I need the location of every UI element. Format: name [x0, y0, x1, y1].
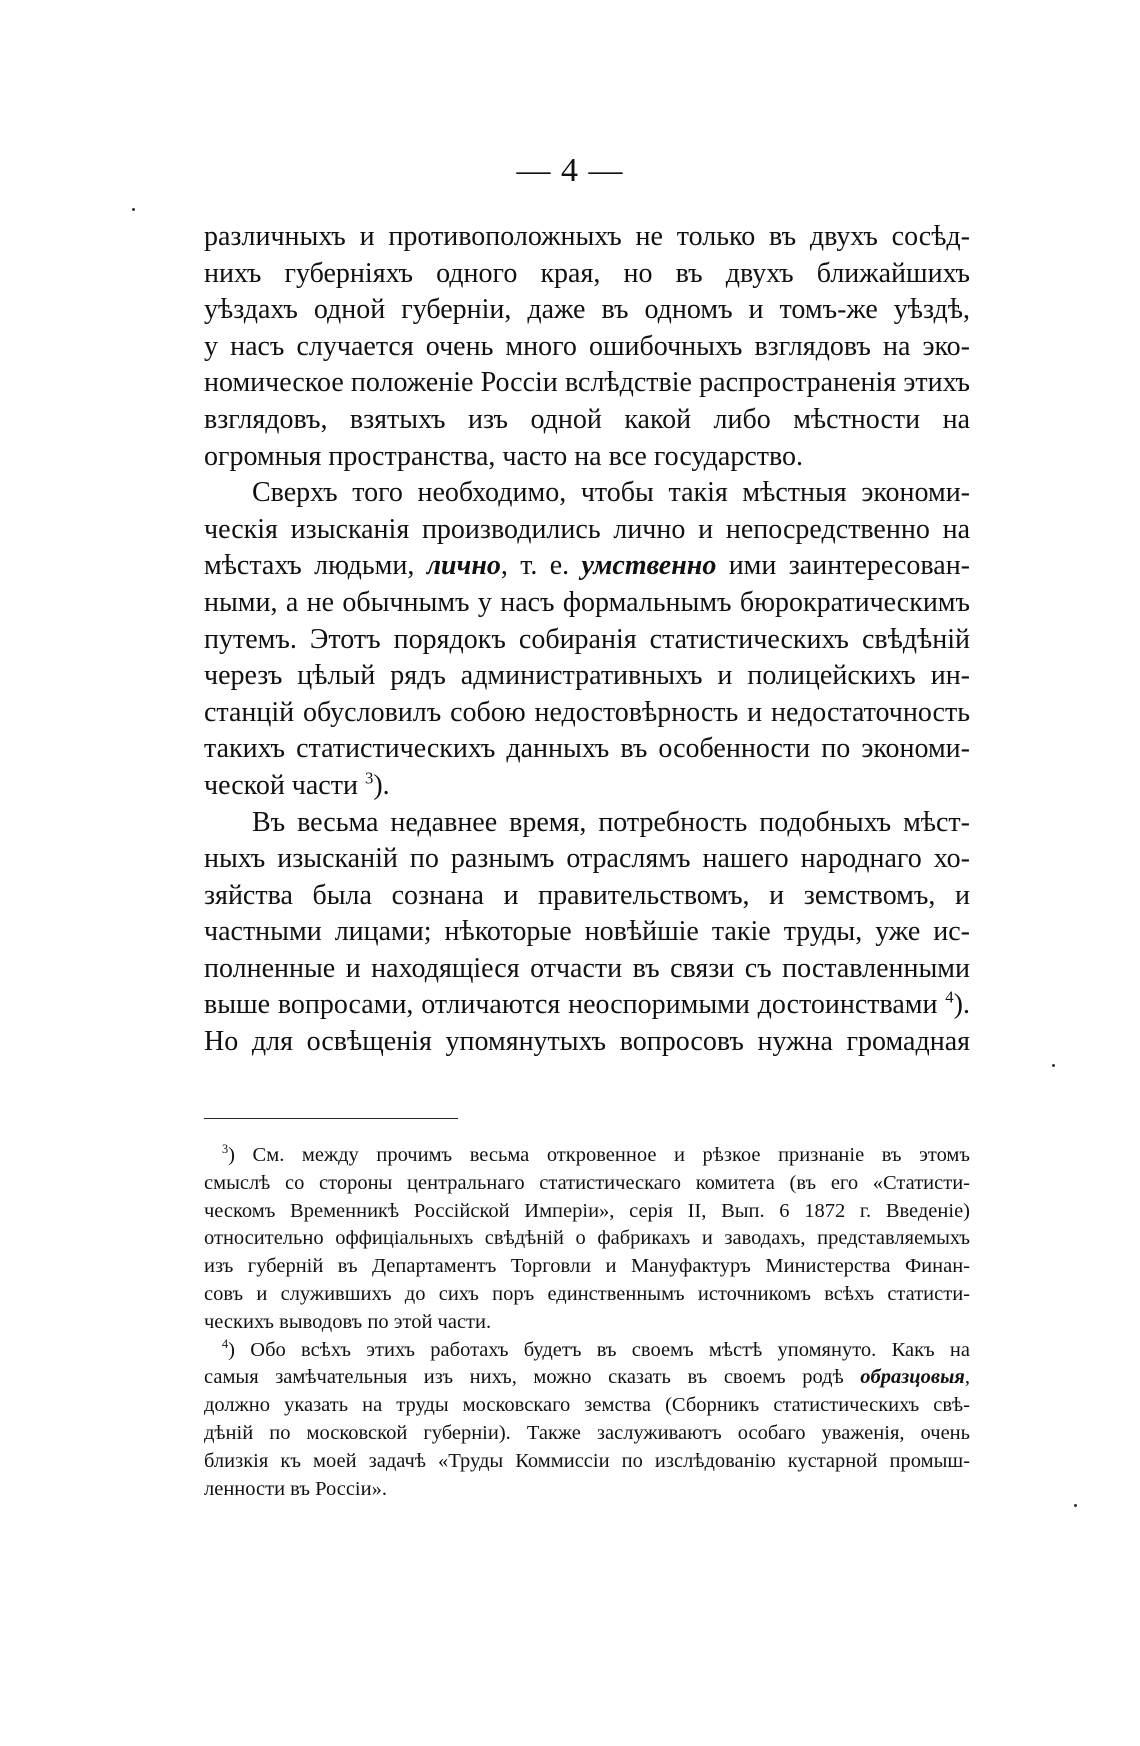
footnote-line: совъ и служившихъ до сихъ поръ единственнымъ источникомъ всѣхъ статисти-: [204, 1282, 970, 1305]
text-line: полненные и находящіеся отчасти въ связи съ поставленными: [204, 952, 970, 984]
italic-emphasis: умственно: [581, 550, 717, 582]
text-fragment: ) См. между прочимъ весьма откровенное и рѣзкое признаніе въ этомъ: [228, 1144, 970, 1166]
footnote-line: [204, 1337, 970, 1365]
scan-speck: [1052, 1064, 1055, 1067]
footnote-line: относительно оффиціальныхъ свѣдѣній о фабрикахъ и заводахъ, представляемыхъ: [204, 1227, 970, 1250]
text-fragment: мѣстахъ людьми,: [204, 550, 427, 582]
italic-emphasis: образцовыя: [860, 1366, 965, 1389]
text-fragment: самыя замѣчательныя изъ нихъ, можно сказать въ своемъ родѣ: [204, 1366, 861, 1389]
text-line: различныхъ и противоположныхъ не только въ двухъ сосѣд-: [204, 221, 970, 252]
footnote-4: [204, 1337, 970, 1504]
text-fragment: ).: [373, 769, 390, 801]
italic-emphasis: лично: [426, 550, 501, 582]
text-line: Въ весьма недавнее время, потребность подобныхъ мѣст-: [252, 806, 970, 838]
text-line: зяйства была сознана и правительствомъ, и земствомъ, и: [204, 879, 970, 911]
paragraph-3: [204, 805, 970, 1061]
text-line: ными, а не обычнымъ у насъ формальнымъ бюрократическимъ: [204, 586, 970, 618]
text-fragment: выше вопросами, отличаются неоспоримыми достоинствами: [204, 989, 946, 1021]
paragraph-1: [204, 219, 970, 475]
text-line: уѣздахъ одной губерніи, даже въ одномъ и томъ-же уѣздѣ,: [204, 294, 970, 326]
text-line: нихъ губерніяхъ одного края, но въ двухъ ближайшихъ: [204, 257, 970, 289]
scan-speck: [132, 208, 135, 211]
text-line: [204, 768, 970, 805]
text-fragment: ,: [964, 1366, 970, 1389]
text-line: [204, 987, 970, 1024]
page-number: — 4 —: [516, 152, 624, 189]
paragraph-2: [204, 475, 970, 804]
text-line-with-italics: [204, 548, 970, 585]
footnote-line: ленности въ Россіи».: [204, 1477, 387, 1500]
footnote-line: ческихъ выводовъ по этой части.: [204, 1310, 492, 1333]
footnote-marker: 3: [222, 1142, 229, 1157]
text-line: путемъ. Этотъ порядокъ собиранія статистическихъ свѣдѣній: [204, 623, 970, 655]
text-line: черезъ цѣлый рядъ административныхъ и полицейскихъ ин-: [204, 660, 970, 692]
text-line: огромныя пространства, часто на все государство.: [204, 440, 804, 472]
footnote-line: [204, 1364, 970, 1392]
text-line: ныхъ изысканій по разнымъ отраслямъ нашего народнаго хо-: [204, 843, 970, 875]
footnote-divider: [204, 1118, 458, 1119]
footnote-reference[interactable]: 3: [364, 768, 374, 788]
text-fragment: ими заинтересован-: [716, 550, 970, 582]
footnote-line: [204, 1142, 970, 1170]
scan-speck: [1074, 1504, 1077, 1507]
footnote-line: смыслѣ со стороны центральнаго статистическаго комитета (въ его «Статисти-: [204, 1171, 970, 1194]
main-text: [204, 219, 970, 1061]
text-line: Сверхъ того необходимо, чтобы такія мѣстныя экономи-: [252, 477, 970, 509]
text-fragment: ) Обо всѣхъ этихъ работахъ будетъ въ своемъ мѣстѣ упомянуто. Какъ на: [228, 1338, 970, 1361]
footnote-marker: 4: [222, 1336, 229, 1351]
footnote-line: ческомъ Временникѣ Россійской Имперіи», серія II, Вып. 6 1872 г. Введеніе): [204, 1199, 970, 1222]
text-line: Но для освѣщенія упомянутыхъ вопросовъ нужна громадная: [204, 1026, 970, 1058]
text-line: станцій обусловилъ собою недостовѣрность и недостаточность: [204, 696, 970, 728]
text-line: такихъ статистическихъ данныхъ въ особенности по экономи-: [204, 733, 970, 765]
footnotes: [204, 1142, 970, 1503]
text-line: у насъ случается очень много ошибочныхъ взглядовъ на эко-: [204, 330, 970, 362]
text-fragment: ческой части: [204, 769, 365, 801]
text-line: взглядовъ, взятыхъ изъ одной какой либо мѣстности на: [204, 403, 970, 435]
footnote-3: [204, 1142, 970, 1337]
footnote-line: близкія къ моей задачѣ «Труды Коммиссіи по изслѣдованію кустарной промыш-: [204, 1449, 970, 1472]
footnote-line: дѣній по московской губерніи). Также заслуживаютъ особаго уваженія, очень: [204, 1421, 970, 1444]
text-fragment: ).: [953, 989, 970, 1021]
text-line: ческія изысканія производились лично и непосредственно на: [204, 513, 970, 545]
text-line: частными лицами; нѣкоторые новѣйшіе такіе труды, уже ис-: [204, 916, 970, 948]
footnote-reference[interactable]: 4: [945, 988, 954, 1008]
text-fragment: , т. е.: [500, 550, 582, 582]
footnote-line: изъ губерній въ Департаментъ Торговли и Мануфактуръ Министерства Финан-: [204, 1255, 970, 1278]
footnote-line: должно указать на труды московскаго земства (Сборникъ статистическихъ свѣ-: [204, 1394, 970, 1417]
text-line: номическое положеніе Россіи вслѣдствіе распространенія этихъ: [204, 367, 970, 399]
